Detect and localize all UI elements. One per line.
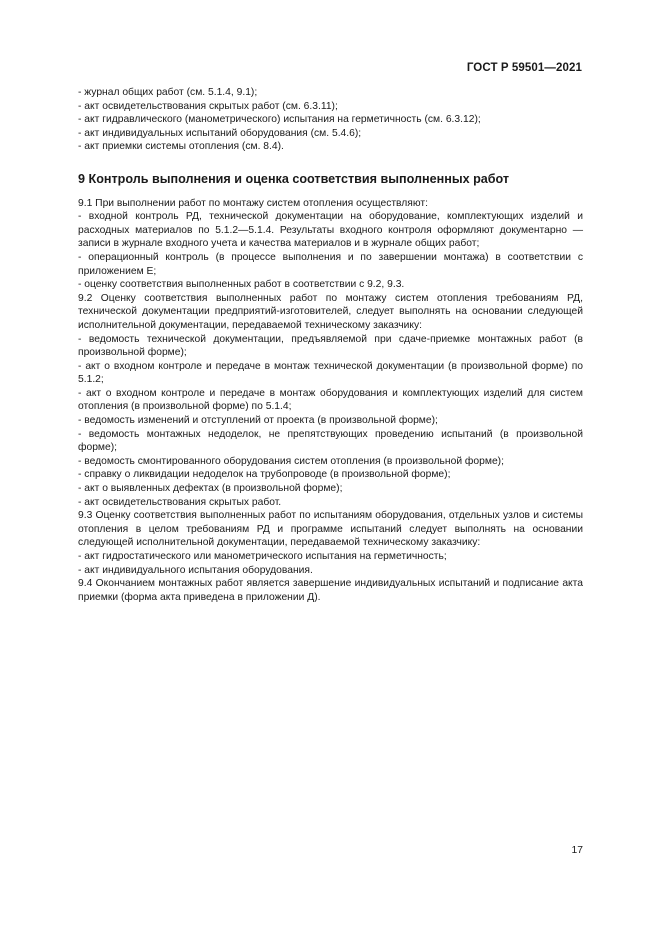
list-item: - операционный контроль (в процессе выполнения и по завершении монтажа) в соответствии с приложением Е; — [78, 251, 583, 277]
list-item: - акт приемки системы отопления (см. 8.4). — [78, 141, 284, 153]
paragraph-9-1: 9.1 При выполнении работ по монтажу систем отопления осуществляют: — [78, 197, 428, 209]
list-item: - акт освидетельствования скрытых работ. — [78, 496, 282, 508]
page-content — [78, 86, 583, 604]
document-list-top — [78, 86, 583, 154]
list-item: - ведомость смонтированного оборудования систем отопления (в произвольной форме); — [78, 455, 504, 467]
list-item: - входной контроль РД, технической документации на оборудование, комплектующих изделий и расходных материалов по 5.1.2—5.1.4. Результаты входного контроля оформляют документарно — записи в журнале входного учета и качества материалов и в журнале общих работ; — [78, 211, 583, 250]
list-item: - ведомость изменений и отступлений от проекта (в произвольной форме); — [78, 415, 438, 427]
list-item: - акт о входном контроле и передаче в монтаж технической документации (в произвольной форме) по 5.1.2; — [78, 360, 583, 386]
paragraph-9-2: 9.2 Оценку соответствия выполненных работ по монтажу систем отопления требованиям РД, технической документации предприятий-изготовителей, следует выполнять на основании следующей исполнительной документации, передаваемой техническому заказчику: — [78, 292, 583, 331]
paragraph-9-4: 9.4 Окончанием монтажных работ является завершение индивидуальных испытаний и подписание акта приемки (форма акта приведена в приложении Д). — [78, 578, 583, 603]
list-item: - акт гидростатического или манометрического испытания на герметичность; — [78, 551, 447, 562]
list-item: - акт о выявленных дефектах (в произвольной форме); — [78, 483, 343, 495]
list-item: - журнал общих работ (см. 5.1.4, 9.1); — [78, 87, 258, 98]
list-item: - акт индивидуальных испытаний оборудования (см. 5.4.6); — [78, 127, 362, 139]
document-code: ГОСТ Р 59501—2021 — [466, 62, 582, 74]
list-item: - оценку соответствия выполненных работ в соответствии с 9.2, 9.3. — [78, 279, 405, 291]
list-item: - справку о ликвидации недоделок на трубопроводе (в произвольной форме); — [78, 469, 451, 481]
list-item: - ведомость монтажных недоделок, не препятствующих проведению испытаний (в произвольной форме); — [78, 428, 583, 454]
list-item: - ведомость технической документации, предъявляемой при сдаче-приемке монтажных работ (в произвольной форме); — [78, 333, 583, 359]
page-number: 17 — [571, 845, 583, 856]
paragraph-9-3: 9.3 Оценку соответствия выполненных работ по испытаниям оборудования, отдельных узлов и системы отопления в целом требованиям РД и программе испытаний следует выполнять на основании следующей исполнительной документации, передаваемой техническому заказчику: — [78, 510, 583, 549]
list-item: - акт о входном контроле и передаче в монтаж оборудования и комплектующих изделий для систем отопления (в произвольной форме) по 5.1.4; — [78, 387, 583, 413]
list-item: - акт гидравлического (манометрического) испытания на герметичность (см. 6.3.12); — [78, 114, 481, 126]
section-heading: 9 Контроль выполнения и оценка соответствия выполненных работ — [78, 171, 510, 186]
list-item: - акт освидетельствования скрытых работ (см. 6.3.11); — [78, 100, 338, 112]
list-item: - акт индивидуального испытания оборудования. — [78, 564, 313, 576]
